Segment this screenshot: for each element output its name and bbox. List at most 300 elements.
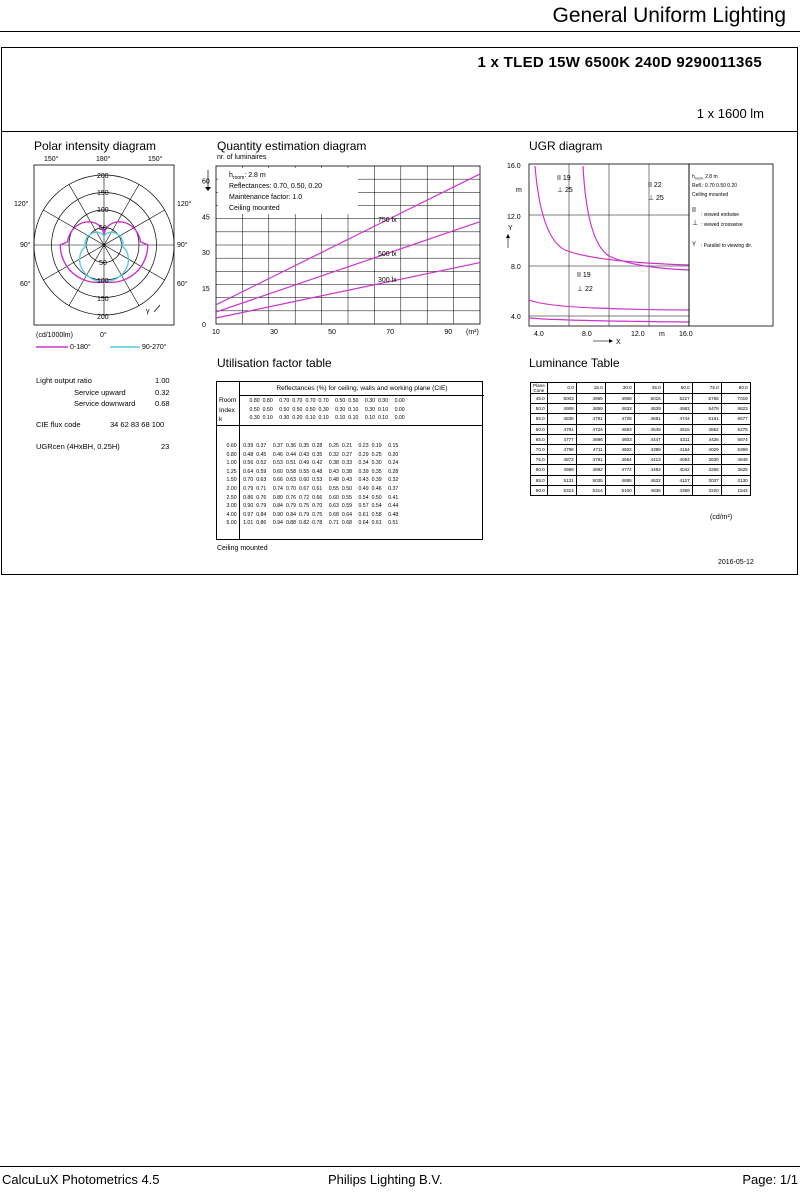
uf-reflectance-cell: 0.50 (348, 398, 359, 404)
uf-value-cell: 0.55 (341, 494, 352, 501)
luminance-cell: 4772 (605, 465, 634, 475)
uf-value-cell: 0.80 (272, 494, 283, 501)
luminance-cell: 4311 (663, 434, 692, 444)
ugr-ytick: 8.0 (511, 264, 521, 271)
polar-ring-label: 50 (99, 225, 107, 232)
luminance-cell: 4602 (605, 445, 634, 455)
uf-value-cell: 0.54 (358, 494, 369, 501)
uf-value-cell: 0.76 (256, 494, 267, 501)
uf-row-label: k (219, 416, 223, 424)
uf-value-cell: 0.59 (341, 503, 352, 510)
luminance-cell: 4791 (547, 424, 576, 434)
ugrcen-value: 23 (161, 442, 170, 451)
ugr-note: : viewed endwise (701, 212, 740, 218)
uf-value-cell: 0.39 (371, 477, 382, 484)
line-label-300: 300 lx (378, 277, 397, 284)
uf-value-cell: 0.64 (341, 511, 352, 518)
ugr-y-axis-label: Y (508, 225, 513, 232)
luminance-col-header: 0.0 (547, 383, 576, 394)
uf-value-cell: 0.32 (328, 451, 339, 458)
luminance-row-header: 60.0 (531, 424, 548, 434)
uf-room-index: 2.00 (226, 485, 237, 492)
uf-reflectance-cell: 0.10 (335, 415, 346, 422)
uf-reflectance-cell: 0.50 (305, 406, 316, 413)
uf-value-cell: 0.63 (328, 503, 339, 510)
luminance-cell: 5314 (576, 485, 605, 495)
ugr-annotation: ⊥ 22 (577, 286, 593, 293)
uf-value-cell: 0.60 (299, 477, 310, 484)
footer-page: Page: 1/1 (742, 1172, 798, 1187)
uf-room-index: 4.00 (226, 511, 237, 518)
uf-value-cell: 0.90 (243, 503, 254, 510)
uf-value-cell: 0.58 (285, 468, 297, 475)
quantity-note: Ceiling mounted (229, 205, 280, 212)
service-upward-value: 0.32 (155, 388, 170, 397)
uf-value-cell: 0.79 (256, 503, 267, 510)
ugr-annotation: ⊥ 25 (557, 187, 573, 194)
quantity-ytick: 45 (202, 214, 210, 222)
luminance-cell: 4968 (605, 394, 634, 404)
uf-value-cell: 0.15 (388, 443, 399, 449)
ugr-ytick: 16.0 (507, 163, 521, 170)
luminance-corner: Plane Cone (531, 383, 548, 394)
h-room-label: $h_{room}$: 2.8 m (229, 172, 266, 181)
ugr-note: Ceiling mounted (692, 192, 729, 198)
uf-value-cell: 0.35 (371, 468, 382, 475)
uf-reflectance-grid (248, 397, 406, 423)
luminance-cell: 4859 (576, 404, 605, 414)
polar-gamma-label: γ (146, 308, 150, 315)
luminance-col-header: 15.0 (576, 383, 605, 394)
uf-value-cell: 0.71 (328, 520, 339, 527)
luminance-cell: 3630 (692, 455, 721, 465)
uf-value-cell: 0.32 (388, 477, 399, 484)
uf-reflectance-cell: 0.00 (394, 398, 405, 404)
uf-value-cell: 0.42 (312, 460, 323, 467)
ugr-annotation: II 22 (648, 182, 662, 189)
uf-reflectance-cell: 0.10 (364, 415, 375, 422)
luminance-cell: 4777 (547, 434, 576, 444)
ugr-title: UGR diagram (529, 139, 603, 153)
luminance-cell: 4549 (634, 424, 663, 434)
lumen-output: 1 x 1600 lm (696, 106, 764, 121)
polar-title: Polar intensity diagram (34, 139, 157, 153)
luminance-cell: 4649 (721, 455, 750, 465)
luminance-row-header: 85.0 (531, 475, 548, 485)
uf-value-cell: 0.59 (256, 468, 267, 475)
luminance-cell: 5100 (605, 485, 634, 495)
uf-reflectance-cell: 0.50 (262, 406, 273, 413)
luminance-cell: 6275 (721, 424, 750, 434)
uf-value-cell: 0.45 (256, 451, 267, 458)
uf-value-cell: 0.52 (256, 460, 267, 467)
luminance-cell: 5131 (547, 475, 576, 485)
ugr-x-unit: m (659, 331, 665, 338)
uf-reflectance-cell: 0.70 (318, 398, 329, 404)
uf-value-cell: 0.74 (272, 485, 283, 492)
uf-value-cell: 0.28 (388, 468, 399, 475)
uf-value-cell: 0.48 (312, 468, 323, 475)
uf-value-cell: 0.76 (285, 494, 297, 501)
ugr-annotation: II 19 (557, 175, 571, 182)
uf-value-cell: 0.70 (285, 485, 297, 492)
uf-value-cell: 0.70 (312, 503, 323, 510)
uf-reflectance-cell: 0.00 (394, 415, 405, 422)
uf-value-cell: 0.46 (371, 485, 382, 492)
uf-value-cell: 0.56 (243, 460, 254, 467)
uf-value-cell: 0.68 (341, 520, 352, 527)
uf-value-cell: 0.86 (243, 494, 254, 501)
luminance-cell: 4965 (576, 394, 605, 404)
luminance-col-header: 75.0 (692, 383, 721, 394)
uf-value-cell: 0.61 (371, 520, 382, 527)
quantity-xtick: 50 (328, 329, 336, 336)
ugr-h-room: $h_{room:}$ 2.8 m (692, 174, 718, 181)
luminance-cell: 4895 (605, 475, 634, 485)
polar-ring-label: 100 (97, 278, 109, 285)
polar-ring-label: 150 (97, 296, 109, 303)
uf-reflectance-cell: 0.20 (292, 415, 303, 422)
uf-reflectance-cell: 0.30 (249, 415, 260, 422)
uf-value-cell: 0.94 (272, 520, 283, 527)
luminance-cell: 3256 (692, 465, 721, 475)
luminance-cell: 4728 (605, 414, 634, 424)
luminance-cell: 4852 (692, 424, 721, 434)
ugr-xtick: 4.0 (534, 331, 544, 338)
uf-value-cell: 0.67 (299, 485, 310, 492)
uf-value-cell: 0.49 (299, 460, 310, 467)
footer-company: Philips Lighting B.V. (328, 1172, 443, 1187)
uf-value-cell: 0.60 (272, 468, 283, 475)
uf-value-cell: 0.19 (371, 443, 382, 449)
luminance-col-header: 90.0 (721, 383, 750, 394)
uf-values-grid (225, 442, 400, 528)
quantity-chart (196, 160, 496, 348)
polar-top-label: 180° (96, 156, 111, 163)
uf-value-cell: 0.37 (256, 443, 267, 449)
uf-value-cell: 0.33 (341, 460, 352, 467)
luminance-cell: 5874 (721, 434, 750, 444)
uf-room-index: 1.25 (226, 468, 237, 475)
luminance-cell: 4744 (663, 414, 692, 424)
parallel-symbol: Y (692, 242, 697, 248)
quantity-note: Maintenance factor: 1.0 (229, 194, 303, 201)
luminance-cell: 5035 (576, 475, 605, 485)
ugr-y-arrowhead (506, 234, 510, 238)
uf-value-cell: 0.66 (312, 494, 323, 501)
uf-value-cell: 0.53 (272, 460, 283, 467)
uf-value-cell: 0.24 (388, 460, 399, 467)
uf-value-cell: 0.30 (371, 460, 382, 467)
uf-room-index: 1.00 (226, 460, 237, 467)
uf-reflectance-cell: 0.80 (262, 398, 273, 404)
uf-room-index: 3.00 (226, 503, 237, 510)
luminance-cell: 3625 (721, 465, 750, 475)
service-upward-label: Service upward (74, 388, 126, 397)
luminance-cell: 4836 (547, 414, 576, 424)
uf-reflectance-cell: 0.50 (335, 398, 346, 404)
legend-label-0-180: 0-180° (70, 344, 91, 351)
luminance-unit: (cd/m²) (710, 514, 733, 521)
uf-value-cell: 0.55 (328, 485, 339, 492)
uf-value-cell: 0.37 (388, 485, 399, 492)
uf-value-cell: 0.60 (328, 494, 339, 501)
uf-value-cell: 0.46 (272, 451, 283, 458)
luminance-cell: 4603 (605, 434, 634, 444)
uf-value-cell: 0.75 (299, 503, 310, 510)
luminance-cell: 4781 (576, 414, 605, 424)
uf-reflectance-cell: 0.10 (262, 415, 273, 422)
luminance-col-header: 30.0 (605, 383, 634, 394)
uf-value-cell: 0.79 (299, 511, 310, 518)
uf-room-index: 5.00 (226, 520, 237, 527)
uf-reflectance-cell: 0.50 (249, 406, 260, 413)
uf-value-cell: 0.43 (299, 451, 310, 458)
polar-ring-label: 200 (97, 173, 109, 180)
luminance-cell: 6577 (721, 414, 750, 424)
uf-room-index: 2.50 (226, 494, 237, 501)
uf-row-labels (219, 396, 236, 425)
uf-value-cell: 0.51 (388, 520, 399, 527)
quantity-xtick: 90 (444, 329, 453, 336)
luminance-cell: 4413 (634, 455, 663, 465)
uf-value-cell: 0.38 (328, 460, 339, 467)
uf-value-cell: 0.35 (299, 443, 310, 449)
uf-header: Reflectances (%) for ceiling, walls and working plane (CIE) (239, 382, 484, 396)
uf-value-cell: 0.48 (328, 477, 339, 484)
light-output-ratio-value: 1.00 (155, 376, 170, 385)
ugr-curve (583, 166, 689, 270)
polar-side-label: 120° (177, 201, 192, 208)
luminance-cell: 4836 (634, 485, 663, 495)
uf-value-cell: 0.25 (371, 451, 382, 458)
quantity-xtick: 30 (270, 329, 278, 336)
luminance-row-header: 90.0 (531, 485, 548, 495)
uf-row-label: Room (219, 397, 237, 404)
cie-flux-code-label: CIE flux code (36, 420, 81, 429)
quantity-xtick: 10 (212, 329, 220, 336)
ugr-note: : viewed crosswise (701, 222, 743, 228)
uf-value-cell: 0.41 (388, 494, 399, 501)
luminance-cell: 2130 (721, 475, 750, 485)
uf-room-index: 0.80 (226, 451, 237, 458)
luminance-cell: 1543 (721, 485, 750, 495)
uf-value-cell: 0.90 (272, 511, 283, 518)
uf-reflectance-cell: 0.10 (348, 415, 359, 422)
uf-value-cell: 0.72 (299, 494, 310, 501)
uf-reflectance-cell: 0.30 (335, 406, 346, 413)
uf-value-cell: 0.39 (358, 468, 369, 475)
uf-value-cell: 0.63 (256, 477, 267, 484)
polar-diagram (0, 150, 210, 355)
uf-reflectance-cell: 0.30 (279, 415, 290, 422)
quantity-xunit: (m²) (466, 329, 479, 336)
uf-reflectance-cell: 0.10 (348, 406, 359, 413)
crosswise-symbol: ⊥ (692, 220, 699, 227)
polar-side-label: 60° (177, 281, 188, 288)
uf-value-cell: 0.43 (358, 477, 369, 484)
legend-label-90-270: 90-270° (142, 344, 167, 351)
uf-room-index: 1.50 (226, 477, 237, 484)
luminance-cell: 6823 (721, 404, 750, 414)
luminance-cell: 4154 (663, 445, 692, 455)
cie-flux-code-value: 34 62 83 68 100 (110, 420, 165, 429)
luminance-row-header: 75.0 (531, 455, 548, 465)
uf-value-cell: 0.23 (358, 443, 369, 449)
section-separator (1, 131, 798, 132)
polar-ring-label: 50 (99, 260, 107, 267)
uf-reflectance-cell: 0.10 (318, 415, 329, 422)
luminance-cell: 4653 (605, 424, 634, 434)
uf-value-cell: 0.49 (358, 485, 369, 492)
uf-value-cell: 0.34 (358, 460, 369, 467)
luminance-cell: 4681 (634, 414, 663, 424)
luminance-cell: 4983 (663, 404, 692, 414)
y-axis-arrowhead (205, 187, 211, 191)
luminance-row-header: 45.0 (531, 394, 548, 404)
line-label-500: 500 lx (378, 251, 397, 258)
polar-unit-label: (cd/1000lm) (36, 332, 73, 339)
luminance-cell: 4127 (663, 475, 692, 485)
uf-value-cell: 0.39 (243, 443, 254, 449)
uf-reflectance-cell: 0.50 (279, 406, 290, 413)
quantity-ytick: 15 (202, 286, 210, 294)
uf-value-cell: 0.71 (256, 485, 267, 492)
uf-value-cell: 0.43 (341, 477, 352, 484)
uf-value-cell: 0.64 (243, 468, 254, 475)
uf-room-index: 0.60 (226, 443, 237, 449)
uf-value-cell: 0.25 (328, 443, 339, 449)
uf-reflectance-cell: 0.30 (318, 406, 329, 413)
quantity-ytick: 0 (202, 322, 206, 329)
luminance-cell: 4724 (576, 424, 605, 434)
polar-top-label: 150° (148, 156, 163, 163)
uf-value-cell: 0.48 (388, 511, 399, 518)
ugr-xtick: 8.0 (582, 331, 592, 338)
uf-value-cell: 0.29 (358, 451, 369, 458)
uf-reflectance-cell: 0.10 (377, 406, 389, 413)
uf-value-cell: 0.63 (285, 477, 297, 484)
uf-reflectance-cell: 0.10 (377, 415, 389, 422)
polar-side-label: 90° (177, 242, 188, 249)
uf-value-cell: 0.57 (358, 503, 369, 510)
uf-value-cell: 0.50 (341, 485, 352, 492)
luminance-cell: 4872 (547, 455, 576, 465)
uf-value-cell: 0.36 (285, 443, 297, 449)
uf-reflectance-cell: 0.70 (292, 398, 303, 404)
luminance-cell: 4711 (576, 445, 605, 455)
uf-value-cell: 0.38 (341, 468, 352, 475)
uf-value-cell: 0.35 (312, 451, 323, 458)
ugr-ytick: 12.0 (507, 214, 521, 221)
quantity-ytick: 30 (202, 250, 210, 258)
ugr-note: : Parallel to viewing dir. (701, 243, 753, 249)
uf-value-cell: 0.58 (371, 511, 382, 518)
luminance-cell: 4696 (576, 434, 605, 444)
luminance-cell: 4064 (663, 455, 692, 465)
luminance-cell: 4989 (547, 465, 576, 475)
luminance-cell: 7019 (721, 394, 750, 404)
luminance-cell: 3037 (692, 475, 721, 485)
footer-software: CalcuLuX Photometrics 4.5 (2, 1172, 160, 1187)
service-downward-value: 0.68 (155, 399, 170, 408)
luminance-cell: 3220 (692, 485, 721, 495)
uf-reflectance-cell: 0.30 (364, 406, 375, 413)
ugr-xtick: 12.0 (631, 331, 645, 338)
ugr-ytick: 4.0 (511, 314, 521, 321)
polar-side-label: 60° (20, 281, 31, 288)
polar-top-label: 150° (44, 156, 59, 163)
luminance-row-header: 65.0 (531, 434, 548, 444)
uf-value-cell: 0.78 (312, 520, 323, 527)
uf-reflectance-cell: 0.30 (364, 398, 375, 404)
quantity-title: Quantity estimation diagram (217, 139, 367, 153)
uf-value-cell: 0.21 (341, 443, 352, 449)
uf-title: Utilisation factor table (217, 356, 332, 370)
luminance-col-header: 60.0 (663, 383, 692, 394)
gamma-arrow (154, 305, 160, 312)
quantity-note: Reflectances: 0.70, 0.50, 0.20 (229, 183, 323, 190)
line-label-750: 750 lx (378, 217, 397, 224)
service-downward-label: Service downward (74, 399, 136, 408)
product-name: 1 x TLED 15W 6500K 240D 9290011365 (477, 54, 762, 71)
luminance-table (530, 382, 751, 496)
luminance-cell: 4892 (576, 465, 605, 475)
uf-footer: Ceiling mounted (217, 545, 268, 552)
luminance-cell: 4798 (547, 445, 576, 455)
polar-side-label: 90° (20, 242, 31, 249)
uf-divider (217, 425, 483, 426)
print-date: 2016-05-12 (718, 559, 754, 566)
polar-zero-label: 0° (100, 332, 107, 339)
document-title: General Uniform Lighting (552, 4, 786, 27)
luminance-cell: 5768 (692, 394, 721, 404)
luminance-row-header: 55.0 (531, 414, 548, 424)
luminance-cell: 4839 (634, 404, 663, 414)
uf-value-cell: 0.50 (371, 494, 382, 501)
polar-ring-label: 150 (97, 190, 109, 197)
ugrcen-label: UGRcen (4HxBH, 0.25H) (36, 442, 120, 451)
polar-ring-label: 200 (97, 314, 109, 321)
uf-value-cell: 0.51 (285, 460, 297, 467)
uf-value-cell: 0.84 (285, 511, 297, 518)
uf-value-cell: 0.43 (328, 468, 339, 475)
uf-value-cell: 0.64 (358, 520, 369, 527)
uf-row-label: Index (219, 406, 235, 414)
uf-value-cell: 0.37 (272, 443, 283, 449)
uf-value-cell: 0.28 (312, 443, 323, 449)
ugr-annotation: II 19 (577, 272, 591, 279)
luminance-cell: 4908 (547, 404, 576, 414)
luminance-cell: 4781 (576, 455, 605, 465)
uf-value-cell: 0.61 (358, 511, 369, 518)
endwise-symbol: II (692, 207, 696, 214)
ugr-y-unit: m (516, 187, 522, 194)
luminance-cell: 4042 (663, 465, 692, 475)
quantity-ylabel: nr. of luminaires (217, 154, 267, 161)
polar-side-label: 120° (14, 201, 29, 208)
footer-rule (0, 1166, 800, 1167)
uf-value-cell: 0.88 (285, 520, 297, 527)
luminance-row-header: 70.0 (531, 445, 548, 455)
luminance-cell: 4833 (605, 404, 634, 414)
light-output-ratio-label: Light output ratio (36, 376, 92, 385)
uf-value-cell: 0.97 (243, 511, 254, 518)
uf-value-cell: 0.79 (243, 485, 254, 492)
uf-value-cell: 0.54 (371, 503, 382, 510)
uf-value-cell: 0.68 (328, 511, 339, 518)
uf-value-cell: 0.20 (388, 451, 399, 458)
